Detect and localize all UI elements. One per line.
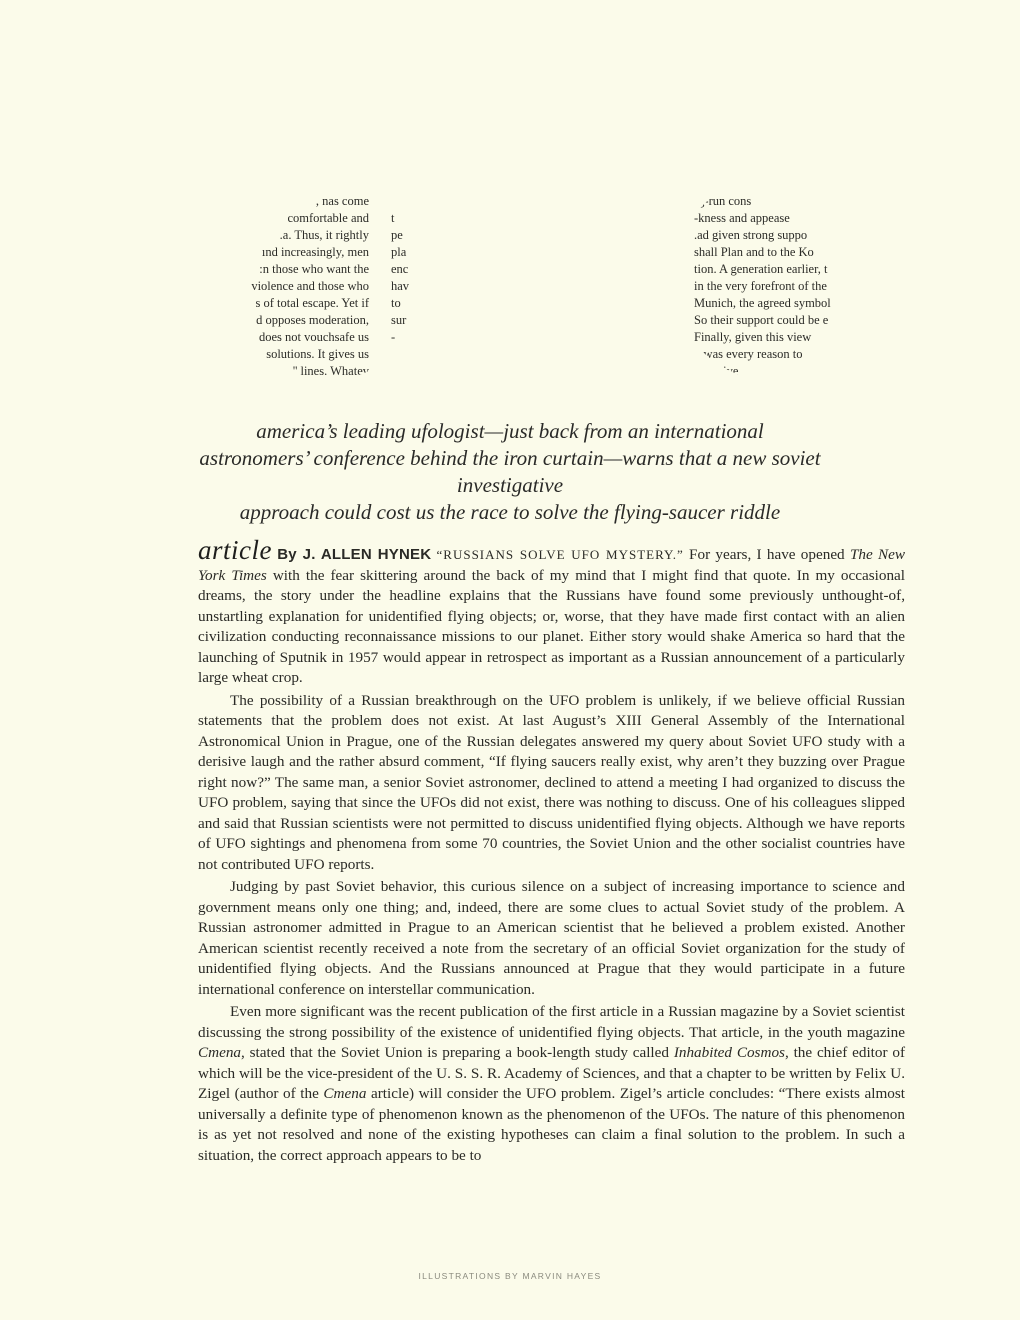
fragment-column <box>694 193 831 380</box>
publication-title: The New York Times <box>198 546 905 584</box>
paragraph-text: , stated that the Soviet Union is preparing a book-length study called <box>241 1044 674 1061</box>
fragment-line: pe <box>391 228 403 242</box>
article-label: article <box>198 535 272 565</box>
fragment-line: shall Plan and to the Ko <box>694 245 814 259</box>
fragment-line: to <box>391 296 401 310</box>
fragment-line: ınd increasingly, men <box>261 245 369 259</box>
fragment-left-column <box>251 193 369 380</box>
magazine-title: Cmena <box>198 1044 242 1061</box>
byline: By J. ALLEN HYNEK <box>277 546 432 563</box>
book-title: Inhabited Cosmos <box>673 1044 785 1061</box>
fragment-line: Munich, the agreed symbol <box>694 296 831 310</box>
illustration-credit: ILLUSTRATIONS BY MARVIN HAYES <box>418 1271 602 1281</box>
fragment-line: tion. A generation earlier, t <box>694 262 828 276</box>
fragment-line: d opposes moderation, <box>256 313 369 327</box>
fragment-line: in the very forefront of the <box>694 279 827 293</box>
fragment-line: So their support could be e <box>694 313 829 327</box>
fragment-line: initiative <box>694 364 739 378</box>
paragraph-text: For years, I have opened <box>683 546 850 563</box>
deck-line: america’s leading ufologist—just back from an international <box>256 419 764 443</box>
fragment-line: solutions. It gives us <box>266 347 369 361</box>
paragraph-3: Judging by past Soviet behavior, this curious silence on a subject of increasing importance to science and government means only one thing; and, indeed, there are some clues to actual Soviet study of the problem. A Russian astronomer admitted in Prague to an American scientist that he believed a problem existed. Another American scientist recently received a note from the secretary of an official Soviet organization for the study of unidentified flying objects. And the Russians announced at Prague that they would participate in a future international conference on interstellar communication. <box>198 878 905 998</box>
fragment-line: t <box>391 211 395 225</box>
paragraph-text: Even more significant was the recent publication of the first article in a Russian magazine by a Soviet scientist discussing the strong possibility of the existence of unidentified flying objects. That article, in the youth magazine <box>198 1003 905 1041</box>
fragment-line: :n those who want the <box>259 262 369 276</box>
fragment-line: Finally, given this view <box>694 330 812 344</box>
circular-text-fragment-right <box>672 176 877 381</box>
fragment-right-column <box>391 210 409 346</box>
paragraph-text: with the fear skittering around the back of my mind that I might find that quote. In my occasional dreams, the story under the headline explains that the Russians have found some previously unthought-of, unstartling explanation for unidentified flying objects; or, worse, that they have made first contact with an alien civilization conducting reconnaissance missions to our planet. Either story would shake America so hard that the launching of Sputnik in 1957 would appear in retrospect as important as a Russian announcement of a particularly large wheat crop. <box>198 566 905 686</box>
fragment-line: hav <box>391 279 410 293</box>
fragment-line: enc <box>391 262 409 276</box>
fragment-line: - <box>391 330 396 344</box>
fragment-line: '' lines. Whatev <box>292 364 369 378</box>
fragment-line: comfortable and <box>287 211 369 225</box>
fragment-line: , nas come <box>315 194 369 208</box>
magazine-title: Cmena <box>323 1085 367 1102</box>
deck-line: astronomers’ conference behind the iron curtain—warns that a new soviet investigative <box>199 446 821 497</box>
fragment-line: pla <box>391 245 407 259</box>
paragraph-text: article) will consider the UFO problem. Zigel’s article concludes: “There exists almost universally a definite type of phenomenon known as the phenomenon of the UFOs. The nature of this phenomenon is as yet not resolved and none of the existing hypotheses can claim a final solution to the problem. In such a situation, the correct approach appears to be to <box>198 1085 905 1164</box>
deck-line: approach could cost us the race to solve the flying-saucer riddle <box>239 500 781 524</box>
paragraph-4 <box>198 1002 905 1166</box>
fragment-line: s of total escape. Yet if <box>255 296 369 310</box>
fragment-line: does not vouchsafe us <box>258 330 369 344</box>
paragraph-text: , the chief editor of which will be the vice-president of the U. S. S. R. Academy of Sciences, and that a chapter to be written by Felix U. Zigel (author of the <box>198 1044 906 1102</box>
paragraph-2: The possibility of a Russian breakthrough on the UFO problem is unlikely, if we believe official Russian statements that the problem does not exist. At last August’s XIII General Assembly of the International Astronomical Union in Prague, one of the Russian delegates answered my query about Soviet UFO study with a derisive laugh and the rather absurd comment, “If flying saucers really exist, why aren’t they buzzing over Prague right now?” The same man, a senior Soviet astronomer, declined to attend a meeting I had organized to discuss the UFO problem, saying that since the UFOs did not exist, there was nothing to discuss. One of his colleagues slipped and said that Russian scientists were not permitted to discuss unidentified flying objects. Although we have reports of UFO sightings and phenomena from some 70 countries, the Soviet Union and the other socialist countries have not contributed UFO reports. <box>198 691 905 873</box>
fragment-line: .a. Thus, it rightly <box>279 228 369 242</box>
opening-quote: “RUSSIANS SOLVE UFO MYSTERY.” <box>436 547 684 562</box>
fragment-line: violence and those who <box>251 279 369 293</box>
headline-deck <box>150 418 870 526</box>
fragment-line: -kness and appease <box>694 211 790 225</box>
fragment-line: '- was every reason to <box>694 347 803 361</box>
fragment-line: .ad given strong suppo <box>694 228 808 242</box>
circular-text-fragment-left <box>222 176 427 381</box>
paragraph-1 <box>198 535 905 689</box>
fragment-line: sur <box>391 313 407 327</box>
article-body <box>198 535 906 1168</box>
fragment-line: -g-run cons <box>694 194 752 208</box>
